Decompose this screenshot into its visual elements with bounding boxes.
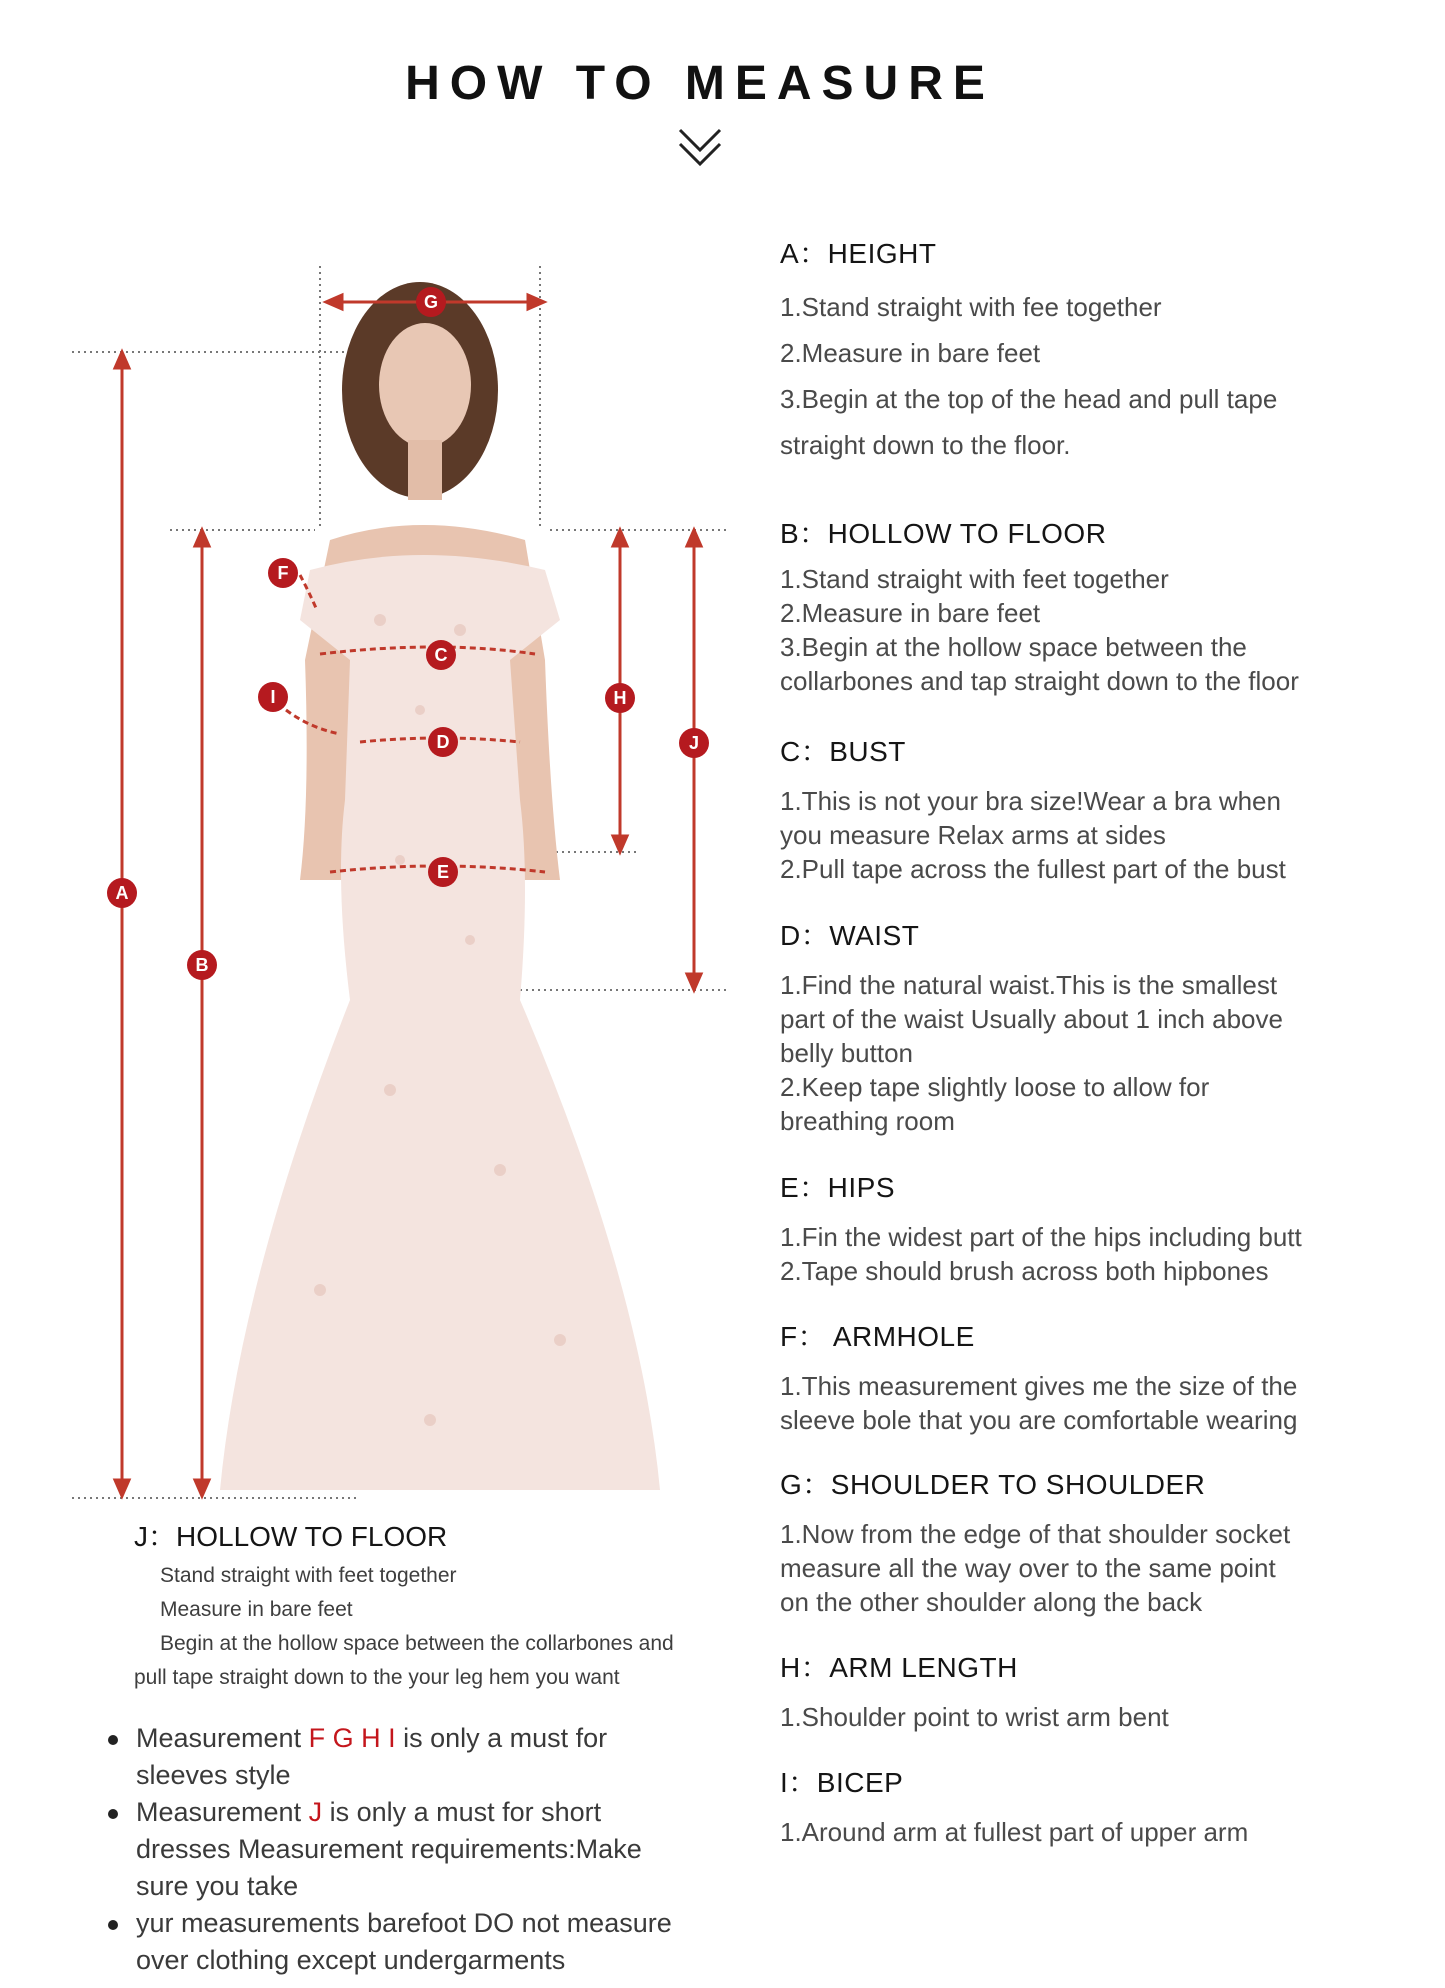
list-item bbox=[104, 1720, 724, 1794]
note-highlight: F G H I bbox=[308, 1723, 396, 1753]
section-shoulder-to-shoulder bbox=[780, 1463, 1400, 1619]
section-line: sleeve bole that you are comfortable wearing bbox=[780, 1405, 1298, 1435]
section-heading: C：BUST bbox=[780, 736, 906, 767]
dress-illustration bbox=[0, 240, 740, 1500]
section-line: straight down to the floor. bbox=[780, 430, 1071, 460]
section-heading: E：HIPS bbox=[780, 1172, 896, 1203]
section-line: 1.Around arm at fullest part of upper arm bbox=[780, 1817, 1249, 1847]
note-text: is only a must for short bbox=[322, 1797, 602, 1827]
section-line: 1.This measurement gives me the size of the bbox=[780, 1371, 1298, 1401]
note-text: yur measurements barefoot DO not measure bbox=[136, 1908, 672, 1938]
section-line: on the other shoulder along the back bbox=[780, 1587, 1203, 1617]
section-line: 1.Now from the edge of that shoulder socket bbox=[780, 1519, 1291, 1549]
section-line: collarbones and tap straight down to the floor bbox=[780, 666, 1299, 696]
section-armhole bbox=[780, 1315, 1400, 1437]
note-text: dresses Measurement requirements:Make bbox=[136, 1834, 642, 1864]
badge-j: J bbox=[679, 728, 709, 758]
badge-f: F bbox=[268, 558, 298, 588]
note-text: is only a must for bbox=[395, 1723, 608, 1753]
section-line: 1.Fin the widest part of the hips including butt bbox=[780, 1222, 1302, 1252]
section-hollow-to-floor bbox=[780, 512, 1400, 698]
section-line: Stand straight with feet together bbox=[160, 1564, 457, 1587]
section-heading: D：WAIST bbox=[780, 920, 920, 951]
note-text: sleeves style bbox=[136, 1760, 291, 1790]
section-bust bbox=[780, 730, 1400, 886]
section-line: pull tape straight down to the your leg hem you want bbox=[134, 1666, 620, 1689]
badge-d: D bbox=[428, 727, 458, 757]
section-line: belly button bbox=[780, 1038, 913, 1068]
section-line: 2.Measure in bare feet bbox=[780, 598, 1041, 628]
badge-g: G bbox=[416, 287, 446, 317]
section-heading: A：HEIGHT bbox=[780, 238, 937, 269]
section-hips bbox=[780, 1166, 1400, 1288]
notes-list bbox=[104, 1720, 724, 1979]
list-item bbox=[104, 1794, 724, 1905]
section-line: you measure Relax arms at sides bbox=[780, 820, 1166, 850]
bullet-icon bbox=[108, 1735, 118, 1745]
section-waist bbox=[780, 914, 1400, 1138]
bullet-icon bbox=[108, 1809, 118, 1819]
note-text: sure you take bbox=[136, 1871, 299, 1901]
section-heading: F： ARMHOLE bbox=[780, 1321, 975, 1352]
section-line: 3.Begin at the top of the head and pull tape bbox=[780, 384, 1278, 414]
note-text: over clothing except undergarments bbox=[136, 1945, 566, 1975]
note-text: Measurement bbox=[136, 1723, 309, 1753]
section-j-hollow-to-floor bbox=[134, 1515, 734, 1695]
section-bicep bbox=[780, 1761, 1400, 1849]
bullet-icon bbox=[108, 1920, 118, 1930]
section-line: measure all the way over to the same point bbox=[780, 1553, 1276, 1583]
section-line: 1.Stand straight with feet together bbox=[780, 564, 1169, 594]
badge-i: I bbox=[258, 682, 288, 712]
section-heading: B：HOLLOW TO FLOOR bbox=[780, 518, 1107, 549]
section-line: part of the waist Usually about 1 inch above bbox=[780, 1004, 1283, 1034]
section-heading: G：SHOULDER TO SHOULDER bbox=[780, 1469, 1206, 1500]
note-highlight: J bbox=[308, 1797, 323, 1827]
section-line: breathing room bbox=[780, 1106, 955, 1136]
badge-e: E bbox=[428, 857, 458, 887]
chevron-down-icon bbox=[676, 126, 724, 170]
section-line: 2.Keep tape slightly loose to allow for bbox=[780, 1072, 1210, 1102]
badge-c: C bbox=[426, 640, 456, 670]
section-height bbox=[780, 232, 1400, 468]
badge-b: B bbox=[187, 950, 217, 980]
section-line: 3.Begin at the hollow space between the bbox=[780, 632, 1247, 662]
section-line: 1.Shoulder point to wrist arm bent bbox=[780, 1702, 1169, 1732]
section-heading: J：HOLLOW TO FLOOR bbox=[134, 1521, 448, 1552]
note-text: Measurement bbox=[136, 1797, 309, 1827]
section-line: 1.Find the natural waist.This is the smallest bbox=[780, 970, 1278, 1000]
badge-h: H bbox=[605, 683, 635, 713]
section-line: 2.Tape should brush across both hipbones bbox=[780, 1256, 1269, 1286]
section-line: 2.Pull tape across the fullest part of the bust bbox=[780, 854, 1286, 884]
section-heading: I：BICEP bbox=[780, 1767, 904, 1798]
list-item bbox=[104, 1905, 724, 1979]
section-heading: H：ARM LENGTH bbox=[780, 1652, 1018, 1683]
section-line: 1.Stand straight with fee together bbox=[780, 292, 1162, 322]
section-line: 1.This is not your bra size!Wear a bra when bbox=[780, 786, 1281, 816]
section-line: Measure in bare feet bbox=[160, 1598, 353, 1621]
page-title: HOW TO MEASURE bbox=[405, 57, 995, 110]
badge-a: A bbox=[107, 878, 137, 908]
section-line: Begin at the hollow space between the collarbones and bbox=[160, 1632, 674, 1655]
measurement-diagram bbox=[0, 240, 740, 1500]
section-line: 2.Measure in bare feet bbox=[780, 338, 1041, 368]
section-arm-length bbox=[780, 1646, 1400, 1734]
